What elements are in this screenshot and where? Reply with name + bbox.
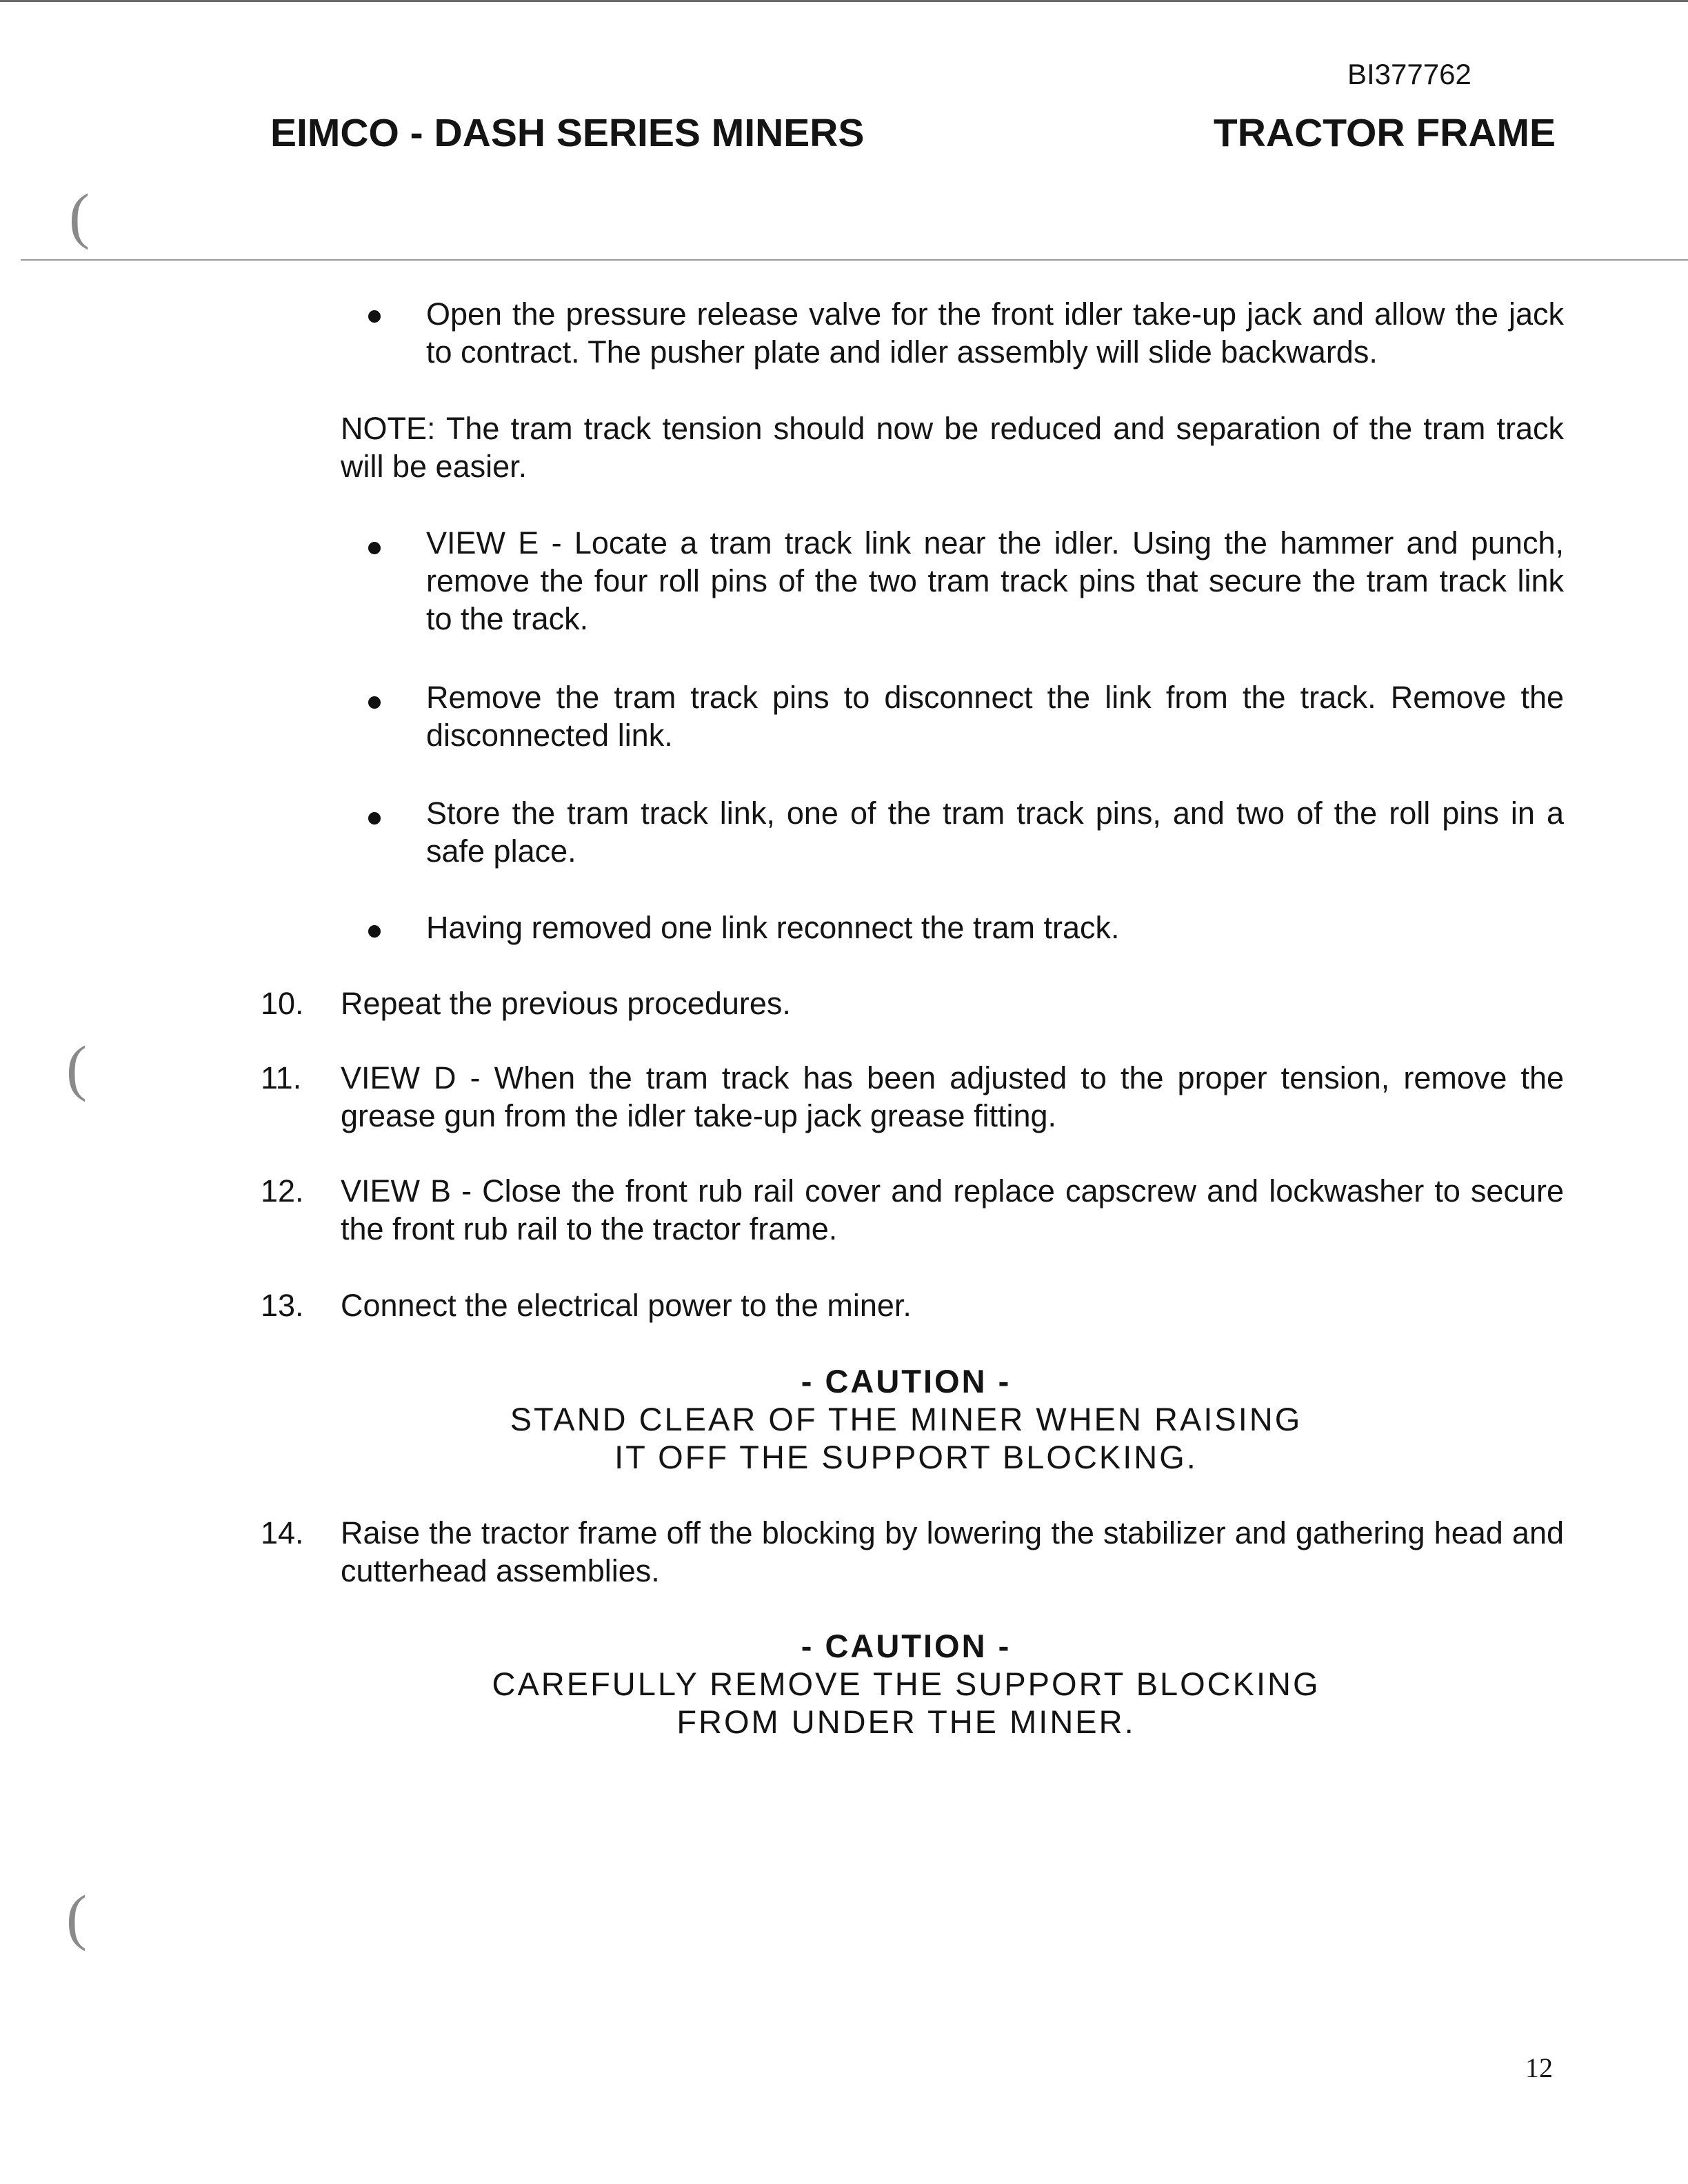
caution-block bbox=[341, 1362, 1471, 1476]
caution-line: CAREFULLY REMOVE THE SUPPORT BLOCKING bbox=[492, 1666, 1320, 1702]
header-divider bbox=[21, 259, 1688, 261]
bullet-text: Having removed one link reconnect the tram track. bbox=[426, 910, 1120, 945]
document-id: BI377762 bbox=[1347, 58, 1471, 90]
step-number: 13. bbox=[261, 1288, 304, 1323]
section-title: TRACTOR FRAME bbox=[1213, 111, 1556, 155]
step-number: 12. bbox=[261, 1173, 304, 1209]
note-text: NOTE: The tram track tension should now be reduced and separation of the tram track will be easier. bbox=[341, 411, 1564, 484]
caution-block bbox=[341, 1627, 1471, 1741]
bullet-icon bbox=[368, 812, 381, 825]
page-number: 12 bbox=[1525, 2052, 1553, 2083]
caution-title: - CAUTION - bbox=[801, 1628, 1012, 1664]
bullet-icon bbox=[368, 310, 381, 323]
caution-title: - CAUTION - bbox=[801, 1363, 1012, 1399]
caution-line: STAND CLEAR OF THE MINER WHEN RAISING bbox=[510, 1401, 1303, 1437]
step-number: 10. bbox=[261, 986, 304, 1021]
step-text: Connect the electrical power to the miner. bbox=[341, 1288, 912, 1323]
binder-hole-mark: ( bbox=[66, 1034, 87, 1102]
top-scan-rule bbox=[0, 0, 1688, 9]
manual-title: EIMCO - DASH SERIES MINERS bbox=[270, 111, 865, 155]
step-text: VIEW D - When the tram track has been adjusted to the proper tension, remove the grease gun from the idler take-up jack grease fitting. bbox=[341, 1060, 1564, 1133]
binder-hole-mark: ( bbox=[69, 182, 90, 250]
bullet-icon bbox=[368, 542, 381, 554]
step-text: VIEW B - Close the front rub rail cover and replace capscrew and lockwasher to secure the front rub rail to the tractor frame. bbox=[341, 1173, 1564, 1246]
step-text: Repeat the previous procedures. bbox=[341, 986, 791, 1021]
bullet-text: Store the tram track link, one of the tram track pins, and two of the roll pins in a safe place. bbox=[426, 796, 1564, 869]
step-number: 11. bbox=[261, 1060, 302, 1095]
caution-line: FROM UNDER THE MINER. bbox=[676, 1703, 1136, 1740]
bullet-text: VIEW E - Locate a tram track link near the idler. Using the hammer and punch, remove the four roll pins of the two tram track pins that secure the tram track link to the track. bbox=[426, 525, 1564, 636]
bullet-text: Open the pressure release valve for the front idler take-up jack and allow the jack to contract. The pusher plate and idler assembly will slide backwards. bbox=[426, 296, 1564, 370]
caution-line: IT OFF THE SUPPORT BLOCKING. bbox=[614, 1439, 1198, 1475]
binder-hole-mark: ( bbox=[66, 1883, 87, 1952]
step-number: 14. bbox=[261, 1515, 304, 1550]
step-text: Raise the tractor frame off the blocking by lowering the stabilizer and gathering head and cutterhead assemblies. bbox=[341, 1515, 1564, 1588]
bullet-icon bbox=[368, 925, 381, 938]
bullet-text: Remove the tram track pins to disconnect the link from the track. Remove the disconnected link. bbox=[426, 680, 1564, 753]
bullet-icon bbox=[368, 696, 381, 709]
